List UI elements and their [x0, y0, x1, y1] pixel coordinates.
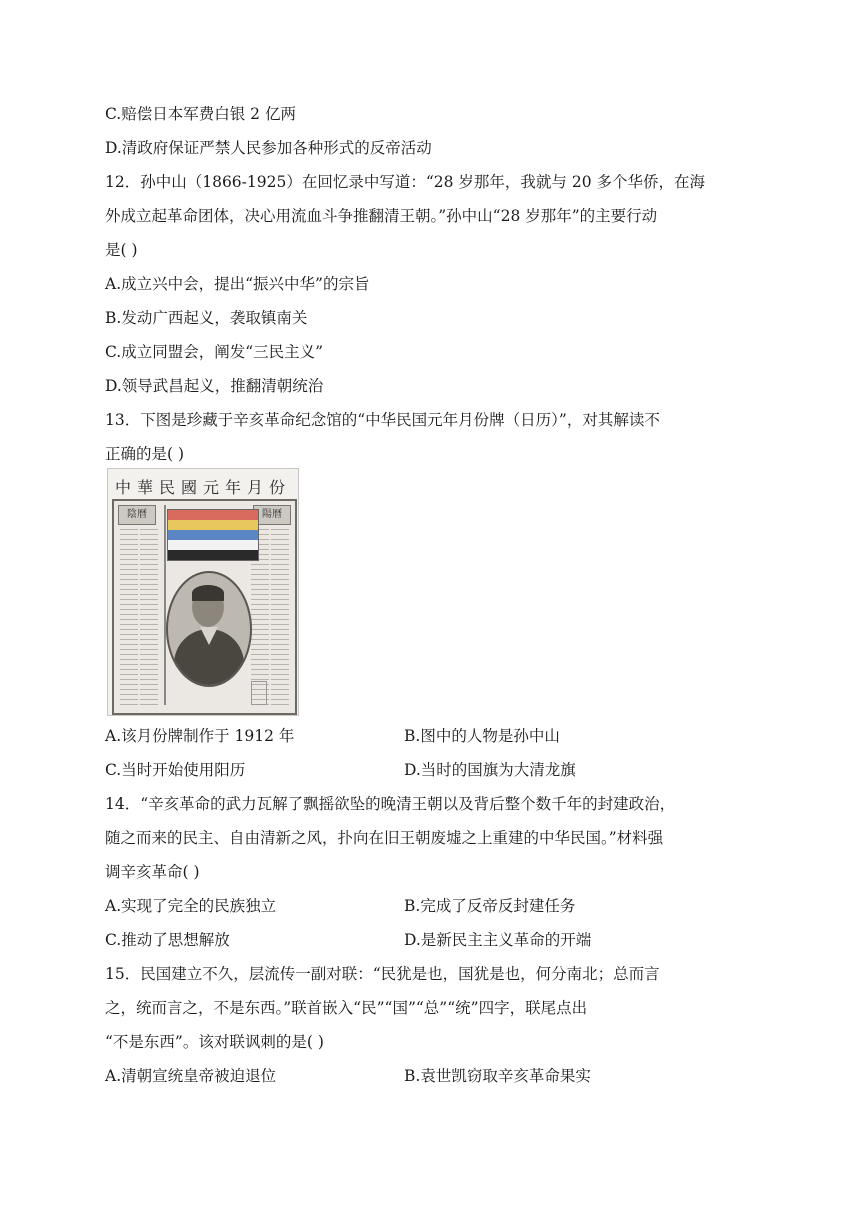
q12-option-a: A.成立兴中会，提出“振兴中华”的宗旨 [105, 275, 370, 293]
flag-stripe [168, 520, 258, 530]
q14-option-c: C.推动了思想解放 [105, 931, 230, 949]
q15-stem-line-3: “不是东西”。该对联讽刺的是( ) [105, 1033, 324, 1051]
q14-option-b: B.完成了反帝反封建任务 [404, 897, 576, 915]
q14-stem-line-2: 随之而来的民主、自由清新之风，扑向在旧王朝废墟之上重建的中华民国。”材料强 [105, 829, 664, 847]
q13-option-b: B.图中的人物是孙中山 [404, 727, 560, 745]
q15-stem-line-1: 15．民国建立不久，层流传一副对联：“民犹是也，国犹是也，何分南北；总而言 [105, 965, 660, 983]
lunar-text-column [120, 529, 138, 705]
q12-option-b: B.发动广西起义，袭取镇南关 [105, 309, 308, 327]
q12-stem-line-3: 是( ) [105, 241, 138, 259]
solar-calendar-tab: 陽曆 [253, 505, 291, 525]
q14-option-d: D.是新民主主义革命的开端 [404, 931, 592, 949]
flag-stripe [168, 550, 258, 560]
lunar-calendar-tab: 陰曆 [118, 505, 156, 525]
q12-option-d: D.领导武昌起义，推翻清朝统治 [105, 377, 324, 395]
calendar-frame [112, 499, 297, 715]
flag-stripe [168, 530, 258, 540]
calendar-figure [107, 468, 299, 716]
calendar-title: 中華民國元年月份 [114, 478, 291, 497]
q15-option-b: B.袁世凯窃取辛亥革命果实 [404, 1067, 591, 1085]
flag-stripe [168, 510, 258, 520]
q14-stem-line-1: 14．“辛亥革命的武力瓦解了飘摇欲坠的晚清王朝以及背后整个数千年的封建政治， [105, 795, 676, 813]
portrait-hair [192, 585, 224, 601]
q13-option-c: C.当时开始使用阳历 [105, 761, 246, 779]
q11-option-c: C.赔偿日本军费白银 2 亿两 [105, 105, 296, 123]
q12-option-c: C.成立同盟会，阐发“三民主义” [105, 343, 324, 361]
q12-stem-line-1: 12．孙中山（1866-1925）在回忆录中写道：“28 岁那年，我就与 20 多个华侨，在海 [105, 173, 706, 191]
q13-option-a: A.该月份牌制作于 1912 年 [105, 727, 295, 745]
q14-option-a: A.实现了完全的民族独立 [105, 897, 277, 915]
flag-stripe [168, 540, 258, 550]
lunar-text-column [140, 529, 158, 705]
five-color-flag [167, 509, 259, 561]
flagpole [164, 505, 166, 705]
q12-stem-line-2: 外成立起革命团体，决心用流血斗争推翻清王朝。”孙中山“28 岁那年”的主要行动 [105, 207, 658, 225]
stamp-mark [251, 681, 267, 705]
q15-stem-line-2: 之，统而言之，不是东西。”联首嵌入“民”“国”“总”“统”四字，联尾点出 [105, 999, 588, 1017]
q14-stem-line-3: 调辛亥革命( ) [105, 863, 200, 881]
q13-option-d: D.当时的国旗为大清龙旗 [404, 761, 576, 779]
solar-text-column [271, 529, 289, 705]
portrait [166, 571, 252, 687]
q13-stem-line-1: 13．下图是珍藏于辛亥革命纪念馆的“中华民国元年月份牌（日历）”，对其解读不 [105, 411, 660, 429]
q15-option-a: A.清朝宣统皇帝被迫退位 [105, 1067, 277, 1085]
q13-stem-line-2: 正确的是( ) [105, 445, 185, 463]
q11-option-d: D.清政府保证严禁人民参加各种形式的反帝活动 [105, 139, 432, 157]
